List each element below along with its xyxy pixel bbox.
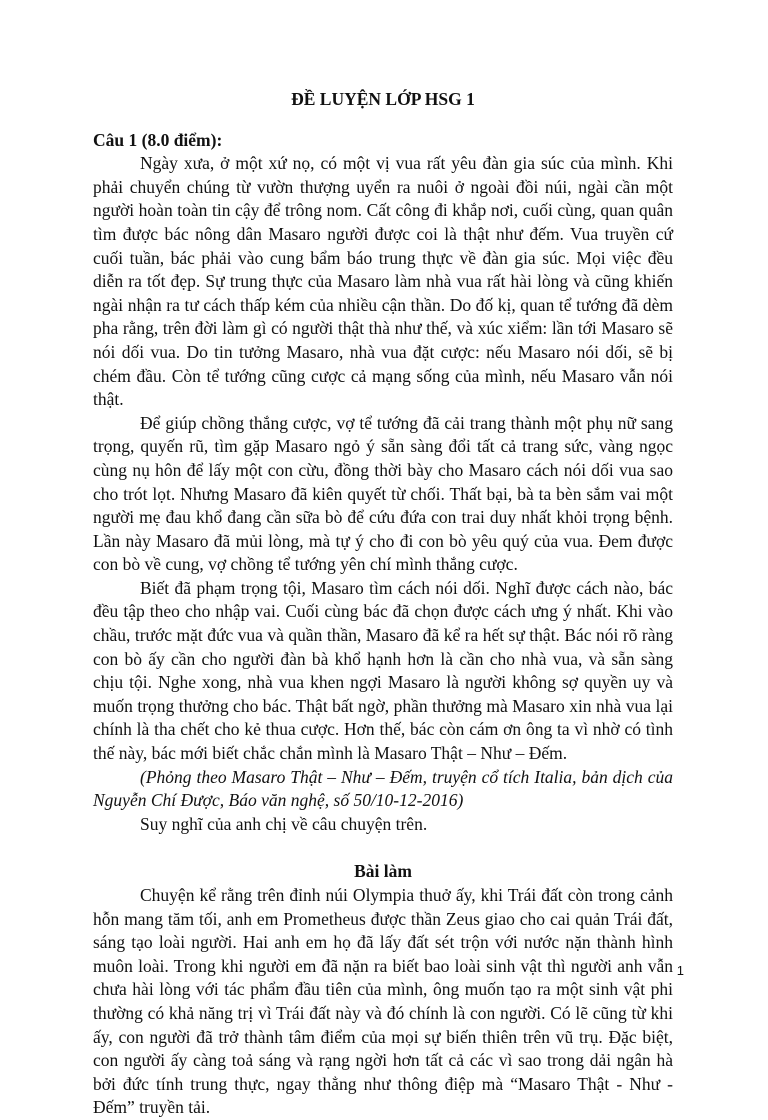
answer-title: Bài làm bbox=[354, 861, 412, 882]
question-heading: Câu 1 (8.0 điểm): bbox=[93, 129, 223, 150]
question-prompt: Suy nghĩ của anh chị về câu chuyện trên. bbox=[140, 813, 428, 834]
page-number: 1 bbox=[676, 963, 684, 978]
source-citation: (Phỏng theo Masaro Thật – Như – Đếm, truyện cổ tích Italia, bản dịch của Nguyễn Chí Được, Báo văn nghệ, số 50/10-12-2016) bbox=[93, 766, 673, 811]
story-paragraph-2: Để giúp chồng thắng cược, vợ tể tướng đã cải trang thành một phụ nữ sang trọng, quyến rũ, tìm gặp Masaro ngỏ ý sẵn sàng đổi tất cả trang sức, vàng ngọc cùng nụ hôn để lấy một con cừu, đồng thời bày cho Masaro cách nói dối vua sao cho trót lọt. Nhưng Masaro đã kiên quyết từ chối. Thất bại, bà ta bèn sắm vai một người mẹ đau khổ đang cần sữa bò để cứu đứa con trai duy nhất khỏi trọng bệnh. Lần này Masaro đã mủi lòng, mà tự ý cho đi con bò yêu quý của vua. Đem được con bò về cung, vợ chồng tể tướng yên chí mình thắng cược. bbox=[93, 412, 673, 575]
story-paragraph-1: Ngày xưa, ở một xứ nọ, có một vị vua rất yêu đàn gia súc của mình. Khi phải chuyển chúng từ vườn thượng uyển ra nuôi ở ngoài đồi núi, ngài cần một người hoàn toàn tin cậy để trông nom. Cất công đi khắp nơi, cuối cùng, quan quân tìm được bác nông dân Masaro người được coi là thật như đếm. Vua truyền cứ cuối tuần, bác phải vào cung bẩm báo trung thực về đàn gia súc. Mọi việc đều diễn ra tốt đẹp. Sự trung thực của Masaro làm nhà vua rất hài lòng và cũng khiến ngài nhận ra tư cách thấp kém của nhiều cận thần. Do đố kị, quan tể tướng đã dèm pha rằng, trên đời làm gì có người thật thà như thế, và xúc xiểm: lần tới Masaro sẽ nói dối vua. Do tin tưởng Masaro, nhà vua đặt cược: nếu Masaro nói dối, sẽ bị chém đầu. Còn tể tướng cũng cược cả mạng sống của mình, nếu Masaro vẫn nói thật. bbox=[93, 153, 673, 410]
answer-paragraph: Chuyện kể rằng trên đỉnh núi Olympia thuở ấy, khi Trái đất còn trong cảnh hỗn mang tăm tối, anh em Prometheus được thần Zeus giao cho cai quản Trái đất, sáng tạo loài người. Hai anh em họ đã lấy đất sét trộn với nước nặn thành hình muôn loài. Trong khi người em đã nặn ra biết bao loài sinh vật thì người anh vẫn chưa hài lòng với tác phẩm đầu tiên của mình, ông muốn tạo ra một sinh vật phi thường có khả năng trị vì Trái đất này và đó chính là con người. Có lẽ cũng từ khi ấy, con người đã trở thành tâm điểm của mọi sự biến thiên trên vũ trụ. Đặc biệt, con người ấy càng toả sáng và rạng ngời hơn tất cả các vì sao trong dải ngân hà bởi đức tính trung thực, ngay thẳng như thông điệp mà “Masaro Thật - Như - Đếm” truyền tải. bbox=[93, 885, 673, 1118]
document-body bbox=[93, 88, 673, 1120]
story-paragraph-3: Biết đã phạm trọng tội, Masaro tìm cách nói dối. Nghĩ được cách nào, bác đều tập theo cho nhập vai. Cuối cùng bác đã chọn được cách ưng ý nhất. Khi vào chầu, trước mặt đức vua và quần thần, Masaro đã kể ra hết sự thật. Bác nói rõ ràng con bò ấy cần cho người đàn bà khổ hạnh hơn là cần cho nhà vua, và sẵn sàng chịu tội. Nghe xong, nhà vua khen ngợi Masaro là người không sợ quyền uy và muốn trọng thưởng cho bác. Thật bất ngờ, phần thưởng mà Masaro xin nhà vua lại chính là tha chết cho kẻ thua cược. Hơn thế, bác còn cám ơn ông ta vì nhờ có tình thế này, bác mới biết chắc chắn mình là Masaro Thật – Như – Đếm. bbox=[93, 577, 673, 764]
document-title: ĐỀ LUYỆN LỚP HSG 1 bbox=[291, 89, 475, 109]
